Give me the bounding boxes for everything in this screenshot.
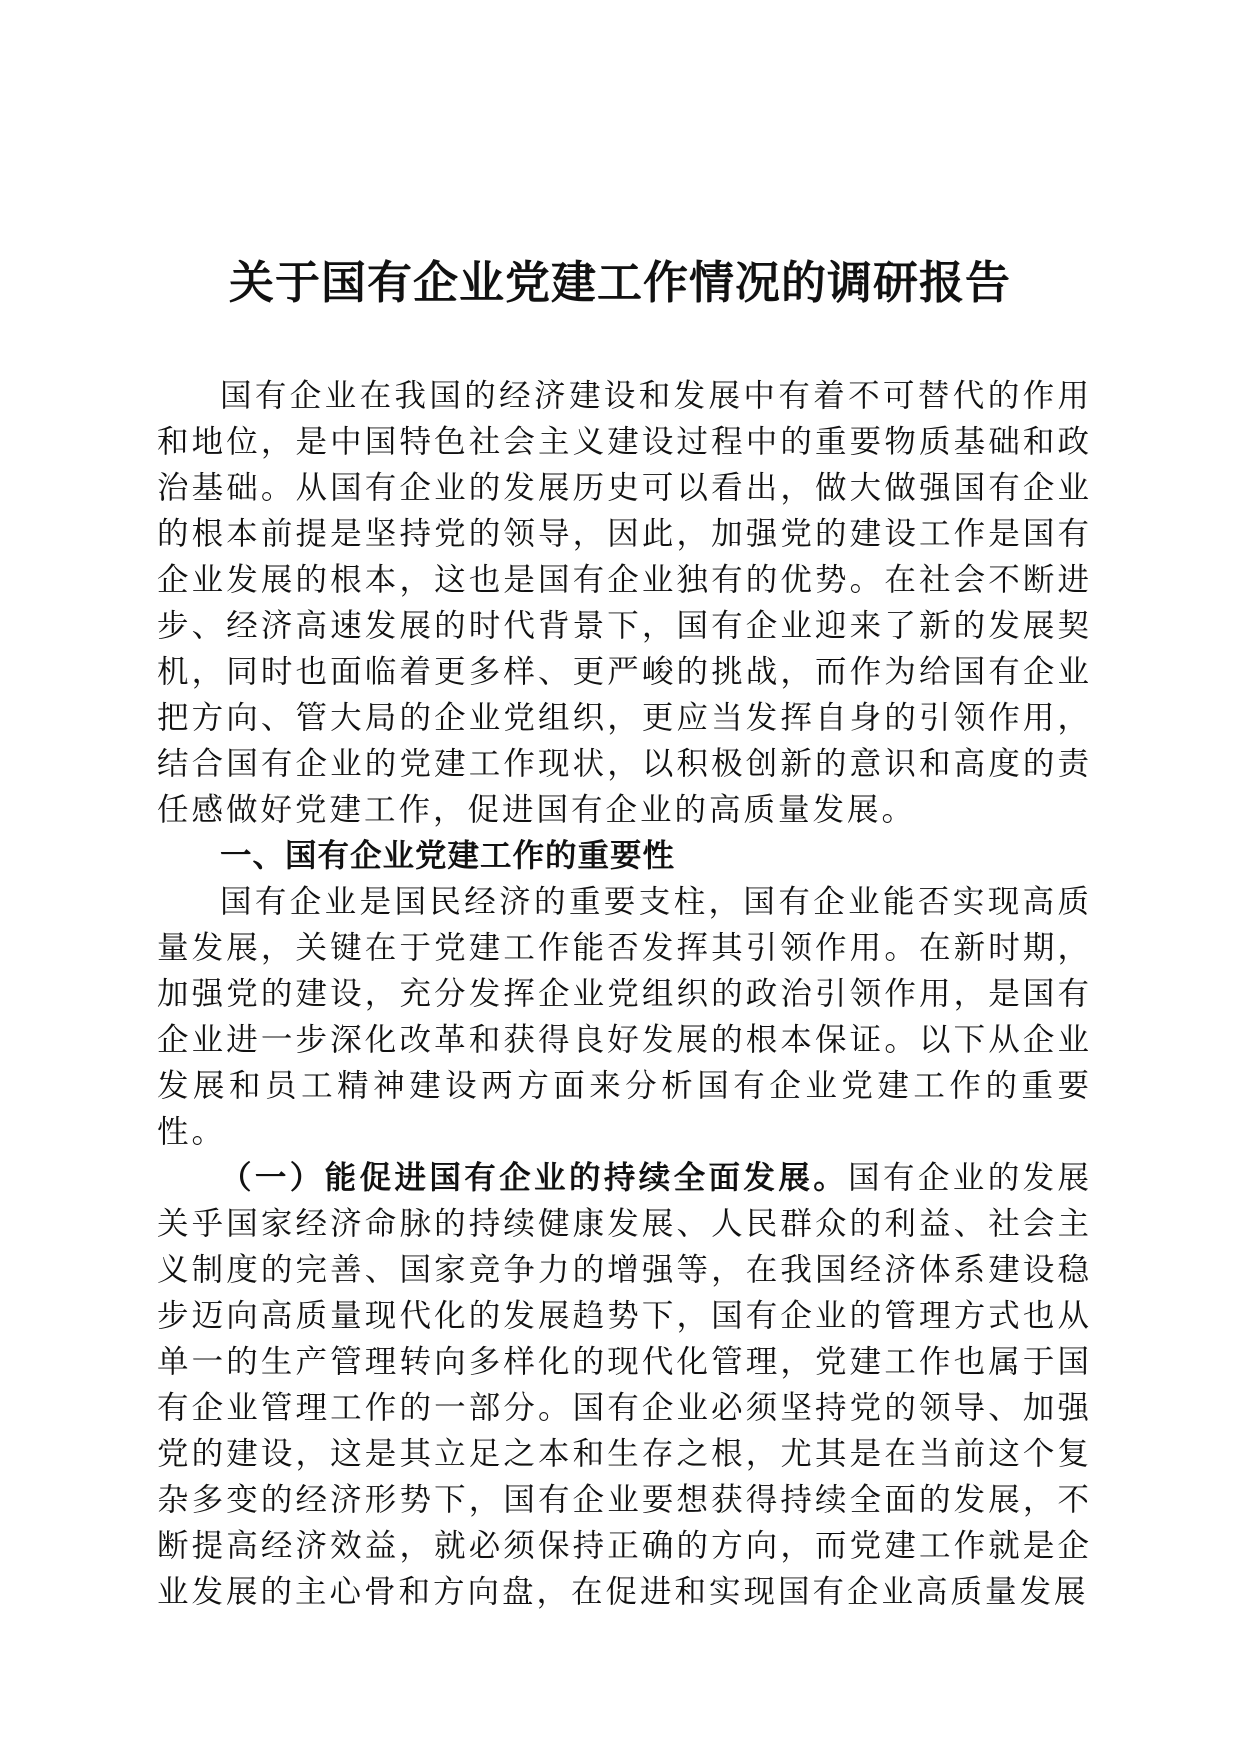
subsection1-paragraph bbox=[157, 1155, 1092, 1615]
section-heading-1: 一、国有企业党建工作的重要性 bbox=[220, 838, 676, 874]
subsection1-text: 国有企业的发展关乎国家经济命脉的持续健康发展、人民群众的利益、社会主义制度的完善、国家竞争力的增强等，在我国经济体系建设稳步迈向高质量现代化的发展趋势下，国有企业的管理方式也从单一的生产管理转向多样化的现代化管理，党建工作也属于国有企业管理工作的一部分。国有企业必须坚持党的领导、加强党的建设，这是其立足之本和生存之根，尤其是在当前这个复杂多变的经济形势下，国有企业要想获得持续全面的发展，不断提高经济效益，就必须保持正确的方向，而党建工作就是企业发展的主心骨和方向盘，在促进和实现国有企业高质量发展 bbox=[157, 1160, 1092, 1610]
document-title: 关于国有企业党建工作情况的调研报告 bbox=[228, 256, 1011, 309]
intro-paragraph: 国有企业在我国的经济建设和发展中有着不可替代的作用和地位，是中国特色社会主义建设过程中的重要物质基础和政治基础。从国有企业的发展历史可以看出，做大做强国有企业的根本前提是坚持党的领导，因此，加强党的建设工作是国有企业发展的根本，这也是国有企业独有的优势。在社会不断进步、经济高速发展的时代背景下，国有企业迎来了新的发展契机，同时也面临着更多样、更严峻的挑战，而作为给国有企业把方向、管大局的企业党组织，更应当发挥自身的引领作用，结合国有企业的党建工作现状，以积极创新的意识和高度的责任感做好党建工作，促进国有企业的高质量发展。 bbox=[157, 378, 1092, 828]
section1-paragraph: 国有企业是国民经济的重要支柱，国有企业能否实现高质量发展，关键在于党建工作能否发挥其引领作用。在新时期，加强党的建设，充分发挥企业党组织的政治引领作用，是国有企业进一步深化改革和获得良好发展的根本保证。以下从企业发展和员工精神建设两方面来分析国有企业党建工作的重要性。 bbox=[157, 884, 1092, 1150]
subsection1-lead: （一）能促进国有企业的持续全面发展。 bbox=[220, 1159, 849, 1196]
document-body bbox=[157, 373, 1092, 1615]
